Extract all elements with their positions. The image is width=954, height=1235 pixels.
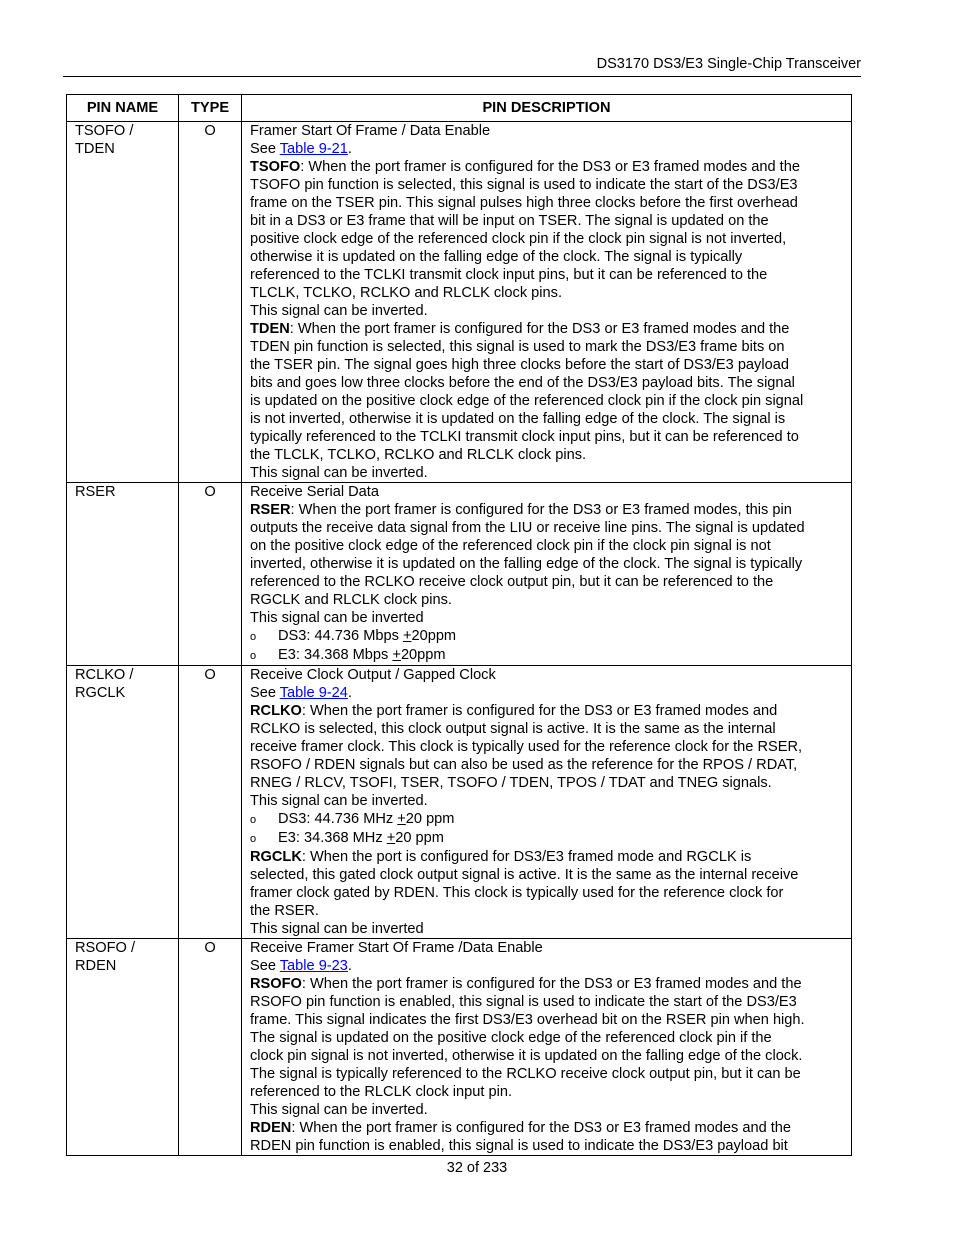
description-line: the RSER. — [250, 903, 319, 919]
signal-name-bold: RSER — [250, 502, 291, 518]
signal-name-bold: RSOFO — [250, 976, 302, 992]
pin-name: TSOFO / — [75, 123, 134, 139]
pin-name-cell — [67, 939, 179, 1156]
pin-name: RDEN — [75, 958, 117, 974]
table-row — [67, 939, 852, 1156]
description-line: RCLKO: When the port framer is configured for the DS3 or E3 framed modes and — [250, 703, 778, 719]
table-9-24-link[interactable]: Table 9-24 — [279, 685, 348, 701]
description-line: referenced to the RCLKO receive clock output pin, but it can be referenced to the — [250, 574, 774, 590]
pin-type: O — [179, 483, 242, 666]
description-line: the TLCLK, TCLKO, RCLKO and RLCLK clock pins. — [250, 447, 587, 463]
bullet-item: o DS3: 44.736 Mbps +20ppm — [250, 628, 457, 644]
description-line: clock pin signal is not inverted, otherwise it is updated on the falling edge of the clock. — [250, 1048, 803, 1064]
signal-name-bold: RCLKO — [250, 703, 302, 719]
description-line: RGCLK and RLCLK clock pins. — [250, 592, 452, 608]
pin-description — [242, 666, 852, 939]
description-line: See Table 9-23. — [250, 958, 352, 974]
description-line: The signal is typically referenced to the RCLKO receive clock output pin, but it can be — [250, 1066, 801, 1082]
description-line: TSOFO pin function is selected, this signal is used to indicate the start of the DS3/E3 — [250, 177, 798, 193]
description-line: This signal can be inverted. — [250, 303, 428, 319]
description-line: See Table 9-24. — [250, 685, 352, 701]
description-line: The signal is updated on the positive clock edge of the referenced clock pin if the — [250, 1030, 772, 1046]
description-line: outputs the receive data signal from the LIU or receive line pins. The signal is updated — [250, 520, 805, 536]
description-line: positive clock edge of the referenced clock pin if the clock pin signal is not inverted, — [250, 231, 787, 247]
pin-name: RCLKO / — [75, 667, 134, 683]
table-row — [67, 122, 852, 483]
bullet-marker: o — [250, 833, 257, 845]
header-rule — [63, 76, 861, 77]
description-line: This signal can be inverted — [250, 610, 424, 626]
bullet-marker: o — [250, 814, 257, 826]
description-line: TDEN: When the port framer is configured for the DS3 or E3 framed modes and the — [250, 321, 790, 337]
description-line: This signal can be inverted. — [250, 1102, 428, 1118]
column-header-pin-name: PIN NAME — [67, 95, 179, 122]
description-line: Receive Serial Data — [250, 484, 379, 500]
bullet-item: o E3: 34.368 Mbps +20ppm — [250, 647, 446, 663]
column-header-pin-description: PIN DESCRIPTION — [242, 95, 852, 122]
pin-description — [242, 122, 852, 483]
description-line: RSER: When the port framer is configured for the DS3 or E3 framed modes, this pin — [250, 502, 792, 518]
description-line: TLCLK, TCLKO, RCLKO and RLCLK clock pins. — [250, 285, 562, 301]
pin-type: O — [179, 122, 242, 483]
description-line: bits and goes low three clocks before the end of the DS3/E3 payload bits. The signal — [250, 375, 795, 391]
bullet-item: o E3: 34.368 MHz +20 ppm — [250, 830, 444, 846]
pin-name: RSER — [75, 484, 116, 500]
description-line: typically referenced to the TCLKI transmit clock input pins, but it can be referenced to — [250, 429, 799, 445]
pin-name: RSOFO / — [75, 940, 135, 956]
pin-description — [242, 939, 852, 1156]
description-line: TDEN pin function is selected, this signal is used to mark the DS3/E3 frame bits on — [250, 339, 785, 355]
pin-type: O — [179, 939, 242, 1156]
table-row — [67, 666, 852, 939]
description-line: RNEG / RLCV, TSOFI, TSER, TSOFO / TDEN, TPOS / TDAT and TNEG signals. — [250, 775, 772, 791]
description-line: frame. This signal indicates the first DS3/E3 overhead bit on the RSER pin when high. — [250, 1012, 805, 1028]
description-line: is not inverted, otherwise it is updated on the falling edge of the clock. The signal is — [250, 411, 786, 427]
pin-type: O — [179, 666, 242, 939]
description-line: on the positive clock edge of the referenced clock pin if the clock pin signal is not — [250, 538, 771, 554]
bullet-marker: o — [250, 650, 257, 662]
description-line: RDEN: When the port framer is configured for the DS3 or E3 framed modes and the — [250, 1120, 792, 1136]
pin-name-cell — [67, 666, 179, 939]
description-line: frame on the TSER pin. This signal pulses high three clocks before the first overhead — [250, 195, 798, 211]
description-line: framer clock gated by RDEN. This clock is typically used for the reference clock for — [250, 885, 784, 901]
description-line: bit in a DS3 or E3 frame that will be input on TSER. The signal is updated on the — [250, 213, 769, 229]
signal-name-bold: TSOFO — [250, 159, 301, 175]
description-line: This signal can be inverted. — [250, 793, 428, 809]
bullet-item: o DS3: 44.736 MHz +20 ppm — [250, 811, 455, 827]
description-line: is updated on the positive clock edge of the referenced clock pin if the clock pin signal — [250, 393, 804, 409]
description-line: Receive Clock Output / Gapped Clock — [250, 667, 496, 683]
description-line: the TSER pin. The signal goes high three clocks before the start of DS3/E3 payload — [250, 357, 789, 373]
signal-name-bold: RGCLK — [250, 849, 302, 865]
pin-description — [242, 483, 852, 666]
description-line: selected, this gated clock output signal is active. It is the same as the internal receive — [250, 867, 799, 883]
table-row — [67, 483, 852, 666]
signal-name-bold: RDEN — [250, 1120, 292, 1136]
description-line: RGCLK: When the port is configured for DS3/E3 framed mode and RGCLK is — [250, 849, 752, 865]
signal-name-bold: TDEN — [250, 321, 290, 337]
description-line: RSOFO pin function is enabled, this signal is used to indicate the start of the DS3/E3 — [250, 994, 797, 1010]
description-line: See Table 9-21. — [250, 141, 352, 157]
pin-name-cell — [67, 483, 179, 666]
table-9-23-link[interactable]: Table 9-23 — [279, 958, 348, 974]
description-line: RCLKO is selected, this clock output signal is active. It is the same as the internal — [250, 721, 776, 737]
description-line: otherwise it is updated on the falling edge of the clock. The signal is typically — [250, 249, 743, 265]
description-line: Framer Start Of Frame / Data Enable — [250, 123, 491, 139]
table-header-row — [67, 95, 852, 122]
pin-name-cell — [67, 122, 179, 483]
column-header-type: TYPE — [179, 95, 242, 122]
page-number: 32 of 233 — [446, 1160, 508, 1176]
bullet-marker: o — [250, 631, 257, 643]
pin-name: RGCLK — [75, 685, 126, 701]
description-line: referenced to the RLCLK clock input pin. — [250, 1084, 513, 1100]
description-line: RDEN pin function is enabled, this signal is used to indicate the DS3/E3 payload bit — [250, 1138, 788, 1154]
pin-description-table — [66, 94, 852, 1156]
description-line: This signal can be inverted. — [250, 465, 428, 481]
table-9-21-link[interactable]: Table 9-21 — [279, 141, 348, 157]
description-line: RSOFO: When the port framer is configured for the DS3 or E3 framed modes and the — [250, 976, 802, 992]
description-line: This signal can be inverted — [250, 921, 424, 937]
document-header-title: DS3170 DS3/E3 Single-Chip Transceiver — [596, 56, 861, 72]
description-line: inverted, otherwise it is updated on the falling edge of the clock. The signal is typically — [250, 556, 803, 572]
description-line: TSOFO: When the port framer is configured for the DS3 or E3 framed modes and the — [250, 159, 800, 175]
description-line: RSOFO / RDEN signals but can also be used as the reference for the RPOS / RDAT, — [250, 757, 798, 773]
pin-name: TDEN — [75, 141, 115, 157]
description-line: receive framer clock. This clock is typically used for the reference clock for the RSER, — [250, 739, 803, 755]
description-line: Receive Framer Start Of Frame /Data Enable — [250, 940, 543, 956]
description-line: referenced to the TCLKI transmit clock input pins, but it can be referenced to the — [250, 267, 768, 283]
